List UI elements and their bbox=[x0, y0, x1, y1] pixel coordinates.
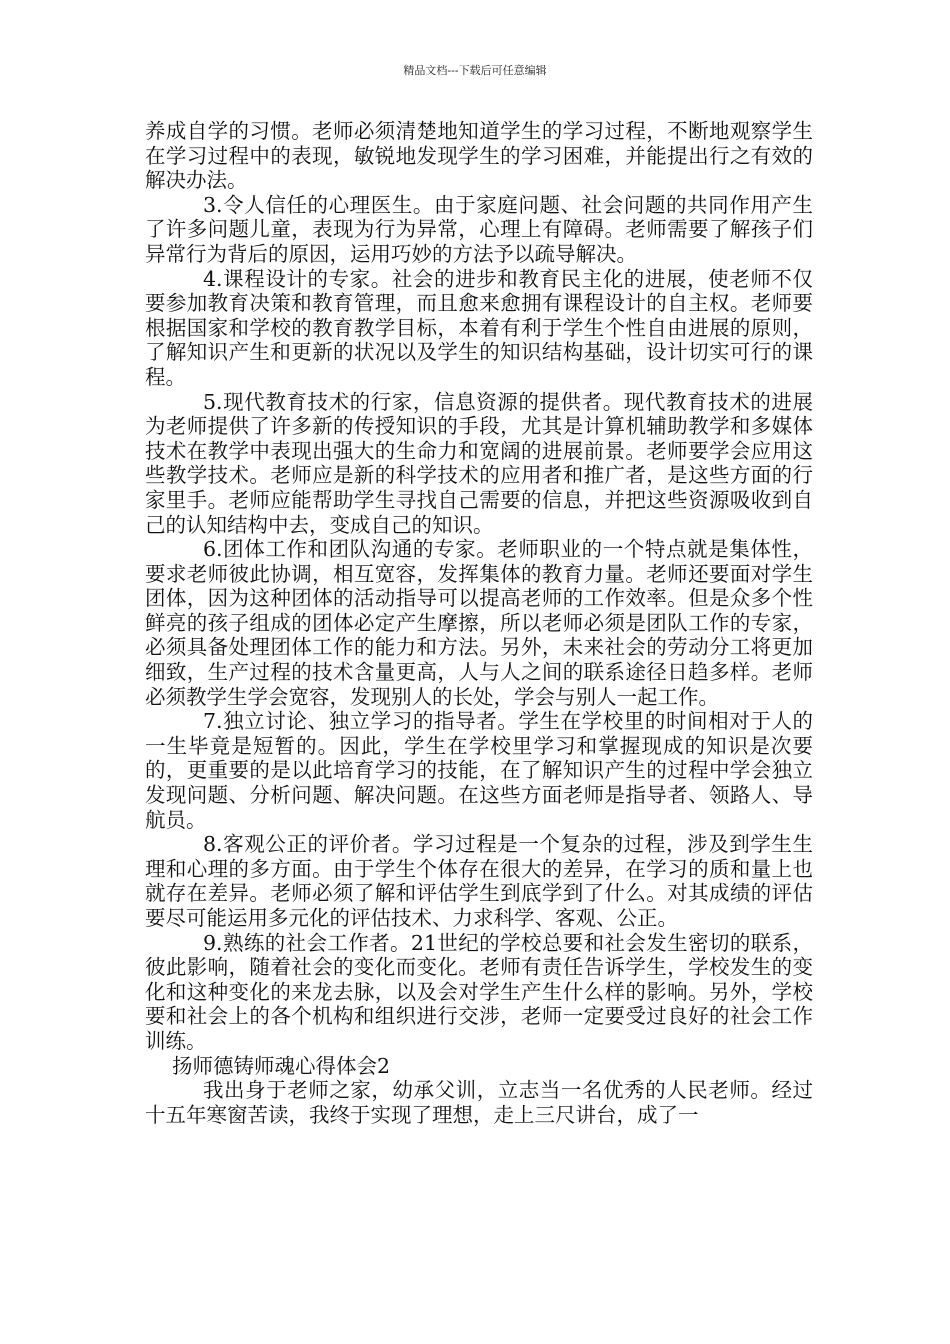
paragraph-continuation: 养成自学的习惯。老师必须清楚地知道学生的学习过程，不断地观察学生在学习过程中的表现，敏锐地发现学生的学习困难，并能提出行之有效的解决办法。 bbox=[145, 119, 813, 193]
paragraph-item-7: 7.独立讨论、独立学习的指导者。学生在学校里的时间相对于人的一生毕竟是短暂的。因此，学生在学校里学习和掌握现成的知识是次要的，更重要的是以此培育学习的技能，在了解知识产生的过程中学会独立发现问题、分析问题、解决问题。在这些方面老师是指导者、领路人、导航员。 bbox=[145, 709, 813, 832]
document-body bbox=[145, 119, 813, 1127]
section-title: 扬师德铸师魂心得体会2 bbox=[172, 1053, 391, 1078]
paragraph-item-6: 6.团体工作和团队沟通的专家。老师职业的一个特点就是集体性，要求老师彼此协调，相互宽容，发挥集体的教育力量。老师还要面对学生团体，因为这种团体的活动指导可以提高老师的工作效率。但是众多个性鲜亮的孩子组成的团体必定产生摩擦，所以老师必须是团队工作的专家，必须具备处理团体工作的能力和方法。另外，未来社会的劳动分工将更加细致，生产过程的技术含量更高，人与人之间的联系途径日趋多样。老师必须教学生学会宽容，发现别人的长处，学会与别人一起工作。 bbox=[145, 537, 813, 709]
paragraph-item-4: 4.课程设计的专家。社会的进步和教育民主化的进展，使老师不仅要参加教育决策和教育管理，而且愈来愈拥有课程设计的自主权。老师要根据国家和学校的教育教学目标，本着有利于学生个性自由进展的原则，了解知识产生和更新的状况以及学生的知识结构基础，设计切实可行的课程。 bbox=[145, 266, 813, 389]
paragraph-item-9: 9.熟练的社会工作者。21世纪的学校总要和社会发生密切的联系，彼此影响，随着社会的变化而变化。老师有责任告诉学生，学校发生的变化和这种变化的来龙去脉，以及会对学生产生什么样的影响。另外，学校要和社会上的各个机构和组织进行交涉，老师一定要受过良好的社会工作训练。 bbox=[145, 930, 813, 1053]
paragraph-section-intro: 我出身于老师之家，幼承父训，立志当一名优秀的人民老师。经过十五年寒窗苦读，我终于实现了理想，走上三尺讲台，成了一 bbox=[145, 1078, 813, 1127]
paragraph-item-3: 3.令人信任的心理医生。由于家庭问题、社会问题的共同作用产生了许多问题儿童，表现为行为异常，心理上有障碍。老师需要了解孩子们异常行为背后的原因，运用巧妙的方法予以疏导解决。 bbox=[145, 192, 813, 266]
paragraph-item-8: 8.客观公正的评价者。学习过程是一个复杂的过程，涉及到学生生理和心理的多方面。由于学生个体存在很大的差异，在学习的质和量上也就存在差异。老师必须了解和评估学生到底学到了什么。对其成绩的评估要尽可能运用多元化的评估技术、力求科学、客观、公正。 bbox=[145, 832, 813, 930]
paragraph-item-5: 5.现代教育技术的行家，信息资源的提供者。现代教育技术的进展为老师提供了许多新的传授知识的手段，尤其是计算机辅助教学和多媒体技术在教学中表现出强大的生命力和宽阔的进展前景。老师要学会应用这些教学技术。老师应是新的科学技术的应用者和推广者，是这些方面的行家里手。老师应能帮助学生寻找自己需要的信息，并把这些资源吸收到自己的认知结构中去，变成自己的知识。 bbox=[145, 389, 813, 537]
page-header: 精品文档---下载后可任意编辑 bbox=[403, 64, 547, 77]
